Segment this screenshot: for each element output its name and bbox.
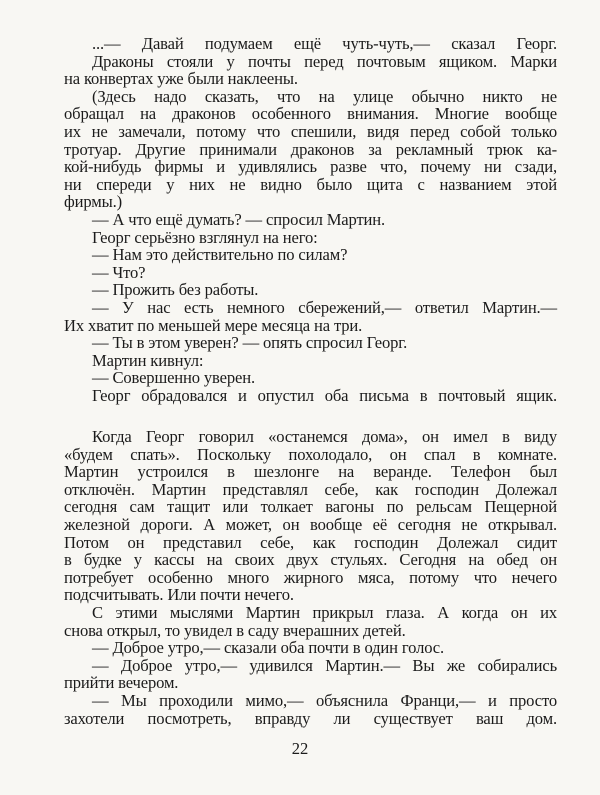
text-line: железной дороги. А может, он вообще её сегодня не открывал.: [64, 514, 557, 534]
text-line: Георг обрадовался и опустил оба письма в почтовый ящик.: [92, 385, 557, 405]
text-line: сегодня сам тащит или толкает вагоны по рельсам Пещерной: [64, 497, 557, 517]
text-line: потребует особенно много жирного мяса, потому что нечего: [64, 567, 557, 587]
text-line: на конвертах уже были наклеены.: [64, 69, 298, 89]
text-line: кой-нибудь фирмы и удивлялись разве что, почему ни сзади,: [64, 157, 557, 177]
text-line: Мартин кивнул:: [92, 350, 204, 370]
text-line: их не замечали, потому что спешили, видя перед собой только: [64, 121, 557, 141]
text-line: — Мы проходили мимо,— объяснила Франци,— и просто: [92, 690, 557, 710]
text-line: ни спереди у них не видно было щита с названием этой: [64, 174, 557, 194]
text-line: тротуар. Другие принимали драконов за рекламный трюк ка-: [64, 139, 557, 159]
text-line: Мартин устроился в шезлонге на веранде. Телефон был: [64, 462, 557, 482]
text-block-martin-on-veranda: [64, 428, 557, 727]
text-line: — Прожить без работы.: [92, 280, 259, 300]
text-line: — Совершенно уверен.: [92, 368, 255, 388]
text-line: — Ты в этом уверен? — опять спросил Георг.: [92, 333, 408, 353]
text-line: — Нам это действительно по силам?: [92, 245, 348, 265]
text-line: — У нас есть немного сбережений,— ответил Мартин.—: [92, 297, 557, 317]
text-line: Георг серьёзно взглянул на него:: [92, 227, 318, 247]
text-line: Когда Георг говорил «останемся дома», он имел в виду: [92, 427, 557, 446]
text-line: снова открыл, то увидел в саду вчерашних детей.: [64, 620, 406, 640]
text-line: — Доброе утро,— сказали оба почти в один голос.: [92, 638, 444, 658]
text-line: «будем спать». Поскольку похолодало, он спал в комнате.: [64, 444, 557, 464]
text-line: — Доброе утро,— удивился Мартин.— Вы же собирались: [92, 655, 557, 675]
text-line: Драконы стояли у почты перед почтовым ящиком. Марки: [92, 51, 557, 71]
text-line: Их хватит по меньшей мере месяца на три.: [64, 315, 363, 335]
text-line: подсчитывать. Или почти нечего.: [64, 585, 294, 605]
text-line: прийти вечером.: [64, 673, 179, 693]
text-line: Потом он представил себе, как господин Долежал сидит: [64, 532, 557, 552]
text-line: С этими мыслями Мартин прикрыл глаза. А когда он их: [92, 602, 557, 622]
text-line: в будке у кассы на своих двух стульях. Сегодня на обед он: [64, 550, 557, 570]
text-line: обращал на драконов особенного внимания. Многие вообще: [64, 104, 557, 124]
text-line: захотели посмотреть, вправду ли существует ваш дом.: [64, 708, 557, 728]
text-block-dragons-at-post-office: [64, 35, 557, 404]
text-line: — А что ещё думать? — спросил Мартин.: [92, 209, 386, 229]
text-line: фирмы.): [64, 192, 122, 212]
text-line: ...— Давай подумаем ещё чуть-чуть,— сказал Георг.: [92, 34, 557, 53]
text-line: — Что?: [92, 262, 146, 282]
page-number: 22: [291, 739, 309, 758]
text-line: (Здесь надо сказать, что на улице обычно никто не: [92, 86, 557, 106]
text-line: отключён. Мартин представлял себе, как господин Долежал: [64, 479, 557, 499]
